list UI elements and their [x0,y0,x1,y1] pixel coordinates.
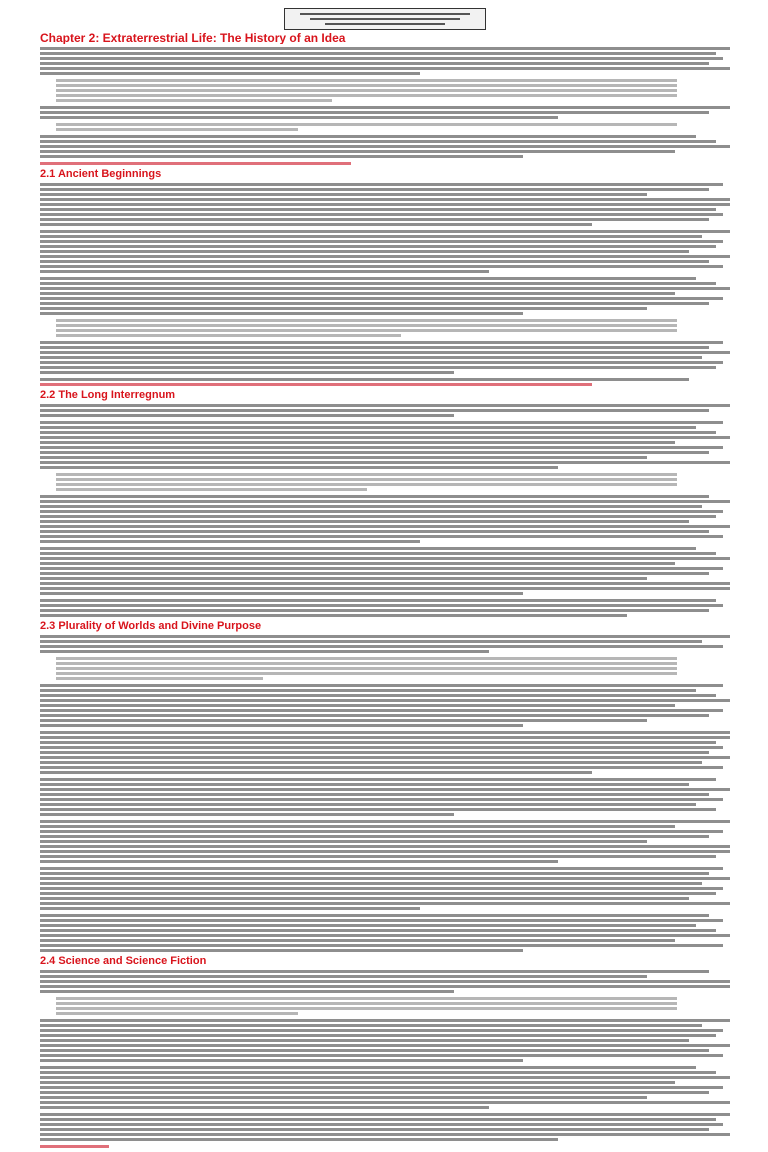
text-line [40,213,723,216]
text-line [40,929,716,932]
text-line [40,520,689,523]
text-line [40,557,730,560]
text-line [40,761,702,764]
text-line [40,860,558,863]
text-line [40,731,730,734]
paragraph [40,421,730,469]
text-line [40,495,709,498]
paragraph [40,547,730,595]
text-line [40,466,558,469]
text-line [56,128,298,131]
text-line [40,939,675,942]
text-line [40,1086,723,1089]
text-line [40,771,592,774]
text-line [56,672,677,675]
paragraph [40,867,730,910]
text-line [40,255,730,258]
text-line [40,980,730,983]
text-line [56,677,263,680]
text-line [40,265,723,268]
text-line [56,667,677,670]
text-line [40,604,723,607]
text-line [40,361,723,364]
text-line [40,515,716,518]
text-line [40,609,709,612]
text-line [40,47,730,50]
text-line [40,949,523,952]
text-line [40,867,723,870]
paragraph [40,123,730,131]
text-line [56,99,332,102]
text-line [40,803,696,806]
paragraph [40,731,730,774]
text-line [56,662,677,665]
paragraph [40,997,730,1015]
text-line [56,483,677,486]
text-line [40,297,723,300]
section-heading: 2.3 Plurality of Worlds and Divine Purpose [40,621,262,632]
text-line [40,1034,716,1037]
text-line [40,820,730,823]
text-line [40,378,689,381]
text-line [40,1029,723,1032]
text-line [40,793,709,796]
text-line [40,970,709,973]
text-line [40,694,716,697]
text-line [56,1012,298,1015]
text-line [40,808,716,811]
text-line [40,260,709,263]
text-line [40,208,716,211]
paragraph [40,1145,730,1148]
text-line [40,845,730,848]
text-line [40,1039,689,1042]
text-line [40,788,730,791]
text-line [40,235,702,238]
text-line [40,778,716,781]
text-line [40,1049,709,1052]
section-heading: 2.2 The Long Interregnum [40,390,176,401]
text-line [40,944,723,947]
text-line [56,473,677,476]
text-line [40,302,709,305]
text-line [40,835,709,838]
paragraph [40,473,730,491]
text-line [40,116,558,119]
header-line [300,13,470,15]
text-line [40,699,730,702]
text-line [40,709,723,712]
text-line [40,414,454,417]
text-line [40,530,709,533]
text-line [40,346,709,349]
text-line [40,985,730,988]
text-line [40,282,716,285]
text-line [40,67,730,70]
text-line [56,319,677,322]
text-line [40,183,723,186]
text-line [56,123,677,126]
text-line [40,1113,730,1116]
text-line [40,592,523,595]
text-line [40,741,716,744]
text-line [40,872,709,875]
paragraph [40,183,730,226]
text-line [40,505,702,508]
text-line [40,341,723,344]
text-line [40,736,730,739]
text-line [40,572,709,575]
text-line [40,218,709,221]
text-line [40,1096,647,1099]
text-line [40,1106,489,1109]
text-line [40,250,689,253]
text-line [40,704,675,707]
text-line [40,914,709,917]
text-line [40,919,723,922]
text-line [40,155,523,158]
text-line [40,162,351,165]
text-line [40,240,723,243]
text-line [40,371,454,374]
paragraph [40,1066,730,1109]
text-line [40,500,730,503]
text-line [40,188,709,191]
text-line [40,307,647,310]
text-line [40,897,689,900]
text-line [40,766,723,769]
text-line [40,882,702,885]
chapter-title: Chapter 2: Extraterrestrial Life: The History of an Idea [40,32,346,44]
text-line [40,72,420,75]
text-line [40,689,696,692]
text-line [40,404,730,407]
paragraph [40,230,730,273]
text-line [40,441,675,444]
text-line [56,1007,677,1010]
paragraph [40,657,730,680]
paragraph [40,1019,730,1062]
text-line [40,62,709,65]
paragraph [40,106,730,119]
text-line [40,635,730,638]
text-line [40,907,420,910]
text-line [40,1123,723,1126]
section-body [40,635,730,952]
text-line [40,1071,716,1074]
text-line [40,892,716,895]
paragraph [40,778,730,816]
paragraph [40,635,730,653]
paragraph [40,277,730,315]
text-line [40,366,716,369]
text-line [56,1002,677,1005]
document-body [40,32,730,1152]
text-line [56,324,677,327]
text-line [40,203,730,206]
paragraph [40,820,730,863]
text-line [40,1118,716,1121]
text-line [40,193,647,196]
text-line [40,525,730,528]
chapter-intro [40,47,730,165]
text-line [40,1059,523,1062]
text-line [40,1145,109,1148]
text-line [40,106,730,109]
section-body [40,183,730,386]
text-line [40,451,709,454]
text-line [56,997,677,1000]
text-line [40,645,723,648]
paragraph [40,914,730,952]
text-line [40,684,723,687]
text-line [40,1101,730,1104]
header-line [325,23,445,25]
text-line [40,1019,730,1022]
text-line [40,292,675,295]
text-line [40,145,730,148]
section-heading: 2.4 Science and Science Fiction [40,956,207,967]
paragraph [40,79,730,102]
text-line [40,975,647,978]
text-line [40,714,709,717]
text-line [40,1081,675,1084]
text-line [40,855,716,858]
paragraph [40,319,730,337]
text-line [40,547,696,550]
text-line [56,488,367,491]
paragraph [40,135,730,158]
text-line [56,657,677,660]
text-line [40,577,647,580]
text-line [40,540,420,543]
text-line [40,426,696,429]
text-line [40,140,716,143]
text-line [40,1138,558,1141]
paragraph [40,404,730,417]
text-line [56,478,677,481]
text-line [40,724,523,727]
text-line [56,89,677,92]
text-line [40,421,723,424]
page-header-box [284,8,486,30]
text-line [40,446,723,449]
text-line [40,57,723,60]
text-line [40,510,723,513]
text-line [40,990,454,993]
text-line [40,1024,702,1027]
paragraph [40,599,730,617]
text-line [40,1128,709,1131]
text-line [40,245,716,248]
text-line [40,1054,723,1057]
text-line [40,783,689,786]
text-line [40,887,723,890]
text-line [56,329,677,332]
section-heading: 2.1 Ancient Beginnings [40,169,162,180]
text-line [40,582,730,585]
text-line [40,746,723,749]
paragraph [40,684,730,727]
text-line [40,650,489,653]
text-line [40,461,730,464]
text-line [56,79,677,82]
text-line [40,751,709,754]
text-line [40,135,696,138]
text-line [40,150,675,153]
text-line [40,312,523,315]
text-line [40,223,592,226]
paragraph [40,341,730,374]
text-line [40,535,723,538]
text-line [40,270,489,273]
text-line [40,934,730,937]
text-line [40,813,454,816]
text-line [40,111,709,114]
text-line [56,94,677,97]
text-line [40,877,730,880]
text-line [40,924,696,927]
paragraph [40,378,730,386]
text-line [40,52,716,55]
section-body [40,970,730,1148]
header-line [310,18,460,20]
text-line [40,552,716,555]
paragraph [40,47,730,75]
text-line [40,640,702,643]
text-line [40,562,675,565]
text-line [40,198,730,201]
text-line [56,84,677,87]
text-line [56,334,401,337]
text-line [40,1076,730,1079]
text-line [40,409,709,412]
section-body [40,404,730,617]
text-line [40,599,716,602]
text-line [40,719,647,722]
text-line [40,1066,696,1069]
text-line [40,456,647,459]
text-line [40,351,730,354]
text-line [40,756,730,759]
text-line [40,825,675,828]
text-line [40,277,696,280]
text-line [40,1133,730,1136]
text-line [40,287,730,290]
text-line [40,436,730,439]
text-line [40,614,627,617]
text-line [40,902,730,905]
paragraph [40,970,730,993]
text-line [40,383,592,386]
text-line [40,431,716,434]
paragraph [40,1113,730,1141]
text-line [40,567,723,570]
paragraph [40,495,730,543]
text-line [40,230,730,233]
text-line [40,1091,709,1094]
text-line [40,1044,730,1047]
text-line [40,587,730,590]
text-line [40,798,723,801]
text-line [40,356,702,359]
paragraph [40,162,730,165]
text-line [40,850,730,853]
text-line [40,840,647,843]
text-line [40,830,723,833]
